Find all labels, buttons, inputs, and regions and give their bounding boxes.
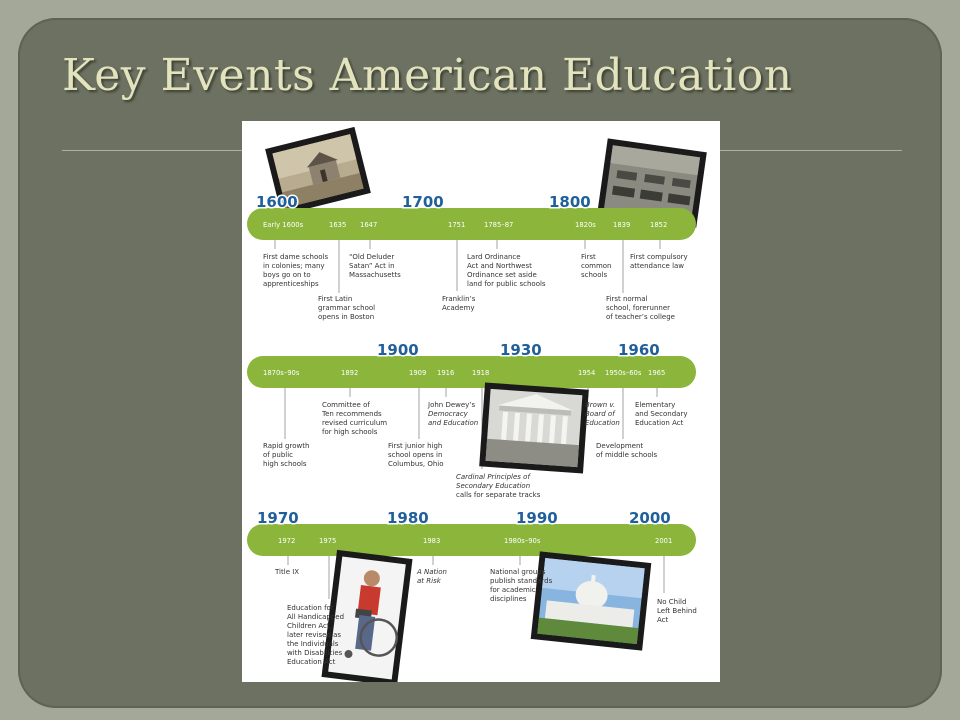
event-national-standards: National groups publish standards for academic disciplines: [490, 568, 553, 603]
year-1839: 1839: [613, 221, 631, 229]
century-1930: 1930: [500, 341, 542, 359]
year-1852: 1852: [650, 221, 668, 229]
century-1980: 1980: [387, 509, 429, 527]
year-1647: 1647: [360, 221, 378, 229]
event-john-dewey: John Dewey’s Democracy and Education: [428, 401, 479, 427]
event-first-latin-grammar: First Latin grammar school opens in Boston: [318, 295, 376, 321]
event-middle-schools: Development of middle schools: [596, 442, 658, 459]
year-2001: 2001: [655, 537, 673, 545]
event-cardinal-principles: Cardinal Principles of Secondary Education calls for separate tracks: [456, 473, 541, 499]
year-1972: 1972: [278, 537, 296, 545]
event-old-deluder-satan: “Old Deluder Satan” Act in Massachusetts: [349, 253, 401, 279]
year-1975: 1975: [319, 537, 337, 545]
event-brown-v-board: Brown v. Board of Education: [585, 401, 620, 427]
century-1800: 1800: [549, 193, 591, 211]
event-first-dame-schools: First dame schools in colonies; many boys go on to apprenticeships: [263, 253, 329, 288]
event-first-normal-school: First normal school, forerunner of teacher’s college: [606, 295, 675, 321]
timeline-bar-3: [247, 524, 696, 556]
event-land-ordinance: Lard Ordinance Act and Northwest Ordinance set aside land for public schools: [467, 253, 546, 288]
year-1918: 1918: [472, 369, 490, 377]
event-esea: Elementary and Secondary Education Act: [635, 401, 688, 427]
year-1635: 1635: [329, 221, 347, 229]
slide-title: Key Events American Education: [62, 50, 793, 101]
century-2000: 2000: [629, 509, 671, 527]
year-1983: 1983: [423, 537, 441, 545]
year-1785-87: 1785–87: [484, 221, 514, 229]
century-1970: 1970: [257, 509, 299, 527]
year-1916: 1916: [437, 369, 455, 377]
century-1990: 1990: [516, 509, 558, 527]
photo-capitol: [531, 551, 652, 650]
year-1870s-90s: 1870s–90s: [263, 369, 300, 377]
photo-supreme-court: [479, 382, 589, 473]
title-divider-right: [720, 150, 902, 151]
year-1980s-90s: 1980s–90s: [504, 537, 541, 545]
century-1700: 1700: [402, 193, 444, 211]
year-1950s-60s: 1950s–60s: [605, 369, 642, 377]
timeline-svg: [242, 121, 720, 682]
year-1751: 1751: [448, 221, 466, 229]
event-first-common-schools: First common schools: [581, 253, 612, 279]
event-first-junior-high: First junior high school opens in Columbus, Ohio: [388, 442, 444, 468]
event-no-child-left-behind: No Child Left Behind Act: [657, 598, 697, 624]
event-title-ix: Title IX: [275, 568, 300, 576]
timeline-figure: [242, 121, 720, 682]
century-1900: 1900: [377, 341, 419, 359]
year-1954: 1954: [578, 369, 596, 377]
event-rapid-growth-high-schools: Rapid growth of public high schools: [263, 442, 310, 468]
event-compulsory-attendance: First compulsory attendance law: [630, 253, 688, 270]
century-1600: 1600: [256, 193, 298, 211]
event-franklins-academy: Franklin’s Academy: [442, 295, 476, 312]
year-early-1600s: Early 1600s: [263, 221, 304, 229]
year-1892: 1892: [341, 369, 359, 377]
year-1965: 1965: [648, 369, 666, 377]
event-a-nation-at-risk: A Nation at Risk: [417, 568, 447, 585]
year-1909: 1909: [409, 369, 427, 377]
event-committee-of-ten: Committee of Ten recommends revised curriculum for high schools: [322, 401, 388, 436]
title-divider-left: [62, 150, 242, 151]
year-1820s: 1820s: [575, 221, 596, 229]
century-1960: 1960: [618, 341, 660, 359]
event-education-handicapped-children: Education for All Handicapped Children Act, later revised as the Individuals with Disabilities Education Act: [287, 604, 345, 666]
